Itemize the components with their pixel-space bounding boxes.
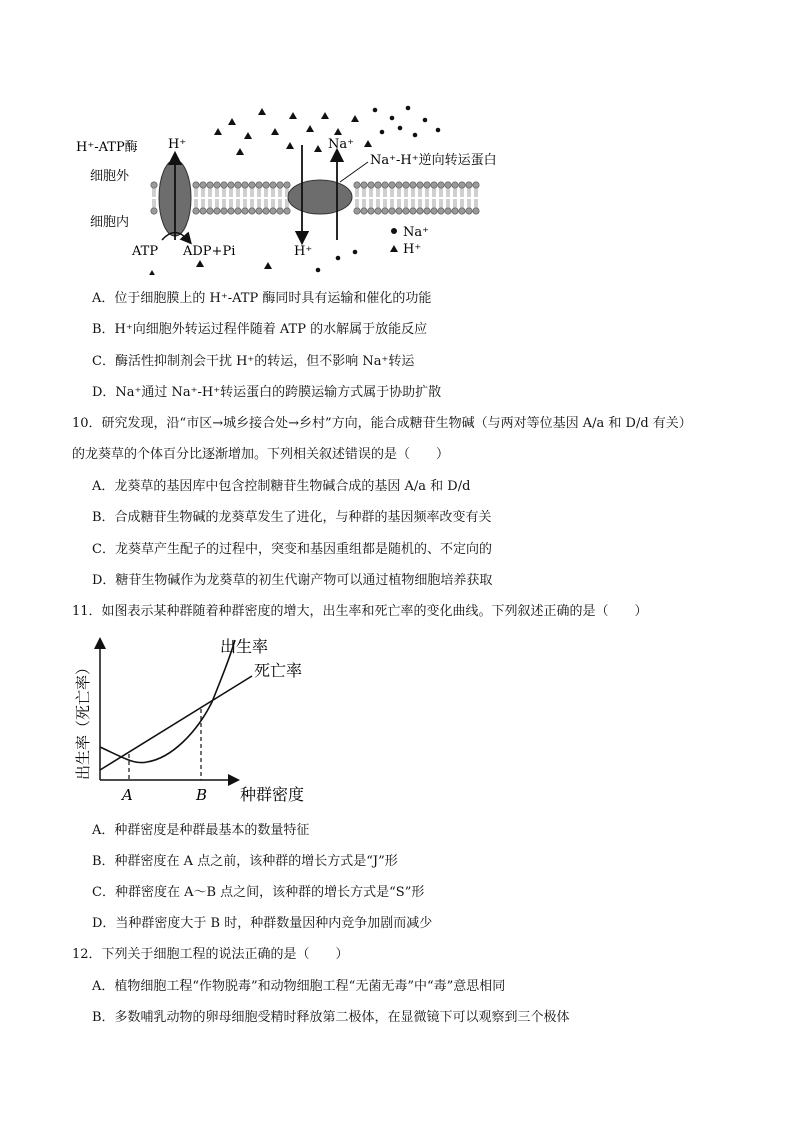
q10-option-c: C．龙葵草产生配子的过程中，突变和基因重组都是随机的、不定向的: [92, 542, 492, 557]
phospholipid-head: [445, 208, 451, 214]
phospholipid-head: [389, 182, 395, 188]
phospholipid-head: [445, 182, 451, 188]
phospholipid-head: [375, 208, 381, 214]
label-h-atpase: H⁺-ATP酶: [76, 140, 138, 155]
intracellular-ions: [148, 250, 357, 275]
phospholipid-head: [396, 208, 402, 214]
phospholipid-head: [207, 208, 213, 214]
phospholipid-head: [214, 182, 220, 188]
q12-option-b: B．多数哺乳动物的卵母细胞受精时释放第二极体，在显微镜下可以观察到三个极体: [92, 1010, 570, 1025]
chart-label-death-rate: 死亡率: [254, 661, 303, 680]
phospholipid-head: [242, 182, 248, 188]
label-outside: 细胞外: [90, 169, 130, 184]
ion-legend: [390, 225, 429, 257]
phospholipid-head: [235, 182, 241, 188]
q9-option-c: C．酶活性抑制剂会干扰 H⁺的转运，但不影响 Na⁺转运: [92, 354, 415, 369]
phospholipid-head: [459, 182, 465, 188]
phospholipid-head: [277, 182, 283, 188]
phospholipid-head: [284, 182, 290, 188]
phospholipid-head: [263, 182, 269, 188]
q11-option-a: A．种群密度是种群最基本的数量特征: [92, 823, 310, 838]
phospholipid-head: [403, 182, 409, 188]
q11-option-c: C．种群密度在 A～B 点之间，该种群的增长方式是“S”形: [92, 885, 425, 900]
phospholipid-head: [389, 208, 395, 214]
phospholipid-head: [368, 182, 374, 188]
q12-stem: 12．下列关于细胞工程的说法正确的是（ ）: [72, 947, 349, 962]
phospholipid-head: [193, 182, 199, 188]
q10-option-d: D．糖苷生物碱作为龙葵草的初生代谢产物可以通过植物细胞培养获取: [92, 573, 493, 588]
label-adp-pi: ADP+Pi: [183, 244, 236, 259]
chart-series-death-rate: [100, 676, 252, 770]
q12-option-a: A．植物细胞工程“作物脱毒”和动物细胞工程“无菌无毒”中“毒”意思相同: [92, 979, 506, 994]
legend-na-label: Na⁺: [403, 225, 429, 240]
phospholipid-head: [382, 208, 388, 214]
phospholipid-head: [452, 208, 458, 214]
q11-option-d: D．当种群密度大于 B 时，种群数量因种内竞争加剧而减少: [92, 916, 433, 931]
phospholipid-head: [228, 208, 234, 214]
phospholipid-head: [235, 208, 241, 214]
phospholipid-head: [270, 208, 276, 214]
q10-stem-line1: 10．研究发现，沿“市区→城乡接合处→乡村”方向，能合成糖苷生物碱（与两对等位基因 A/a 和 D/d 有关）: [72, 416, 692, 431]
phospholipid-head: [431, 182, 437, 188]
membrane-transport-diagram: [70, 100, 540, 275]
phospholipid-head: [221, 182, 227, 188]
phospholipid-head: [403, 208, 409, 214]
phospholipid-head: [473, 208, 479, 214]
phospholipid-head: [256, 182, 262, 188]
q10-stem-line2: 的龙葵草的个体百分比逐渐增加。下列相关叙述错误的是（ ）: [72, 447, 450, 462]
phospholipid-head: [151, 208, 157, 214]
label-h-top: H⁺: [168, 137, 187, 152]
phospholipid-head: [193, 208, 199, 214]
phospholipid-head: [354, 182, 360, 188]
chart-tick-b: B: [196, 786, 208, 804]
birth-death-rate-chart: [72, 632, 332, 812]
chart-xlabel: 种群密度: [240, 785, 305, 804]
phospholipid-head: [396, 182, 402, 188]
legend-h-label: H⁺: [403, 242, 422, 257]
label-na-top: Na⁺: [328, 137, 354, 152]
phospholipid-head: [228, 182, 234, 188]
extracellular-na-ions: [373, 106, 441, 138]
phospholipid-head: [410, 208, 416, 214]
phospholipid-head: [284, 208, 290, 214]
phospholipid-head: [417, 182, 423, 188]
label-atp: ATP: [132, 244, 159, 259]
phospholipid-head: [438, 208, 444, 214]
phospholipid-head: [151, 182, 157, 188]
phospholipid-head: [249, 182, 255, 188]
label-h-bottom: H⁺: [294, 244, 313, 259]
phospholipid-head: [200, 182, 206, 188]
label-antiporter: Na⁺-H⁺逆向转运蛋白: [370, 153, 497, 168]
q11-option-b: B．种群密度在 A 点之前，该种群的增长方式是“J”形: [92, 854, 398, 869]
phospholipid-head: [200, 208, 206, 214]
phospholipid-head: [207, 182, 213, 188]
phospholipid-head: [277, 208, 283, 214]
chart-label-birth-rate: 出生率: [220, 637, 269, 656]
phospholipid-head: [438, 182, 444, 188]
label-inside: 细胞内: [90, 215, 130, 230]
phospholipid-head: [466, 182, 472, 188]
phospholipid-head: [452, 182, 458, 188]
phospholipid-head: [459, 208, 465, 214]
phospholipid-head: [368, 208, 374, 214]
phospholipid-head: [361, 182, 367, 188]
q9-option-b: B．H⁺向细胞外转运过程伴随着 ATP 的水解属于放能反应: [92, 322, 428, 337]
phospholipid-head: [417, 208, 423, 214]
chart-series-birth-rate: [100, 640, 235, 763]
phospholipid-head: [424, 208, 430, 214]
chart-ylabel: 出生率（死亡率）: [74, 659, 92, 780]
phospholipid-head: [424, 182, 430, 188]
phospholipid-head: [431, 208, 437, 214]
chart-tick-a: A: [122, 786, 133, 804]
q10-option-b: B．合成糖苷生物碱的龙葵草发生了进化，与种群的基因频率改变有关: [92, 510, 492, 525]
phospholipid-head: [221, 208, 227, 214]
q11-stem: 11．如图表示某种群随着种群密度的增大，出生率和死亡率的变化曲线。下列叙述正确的是（ ）: [72, 604, 648, 619]
phospholipid-head: [256, 208, 262, 214]
phospholipid-head: [354, 208, 360, 214]
phospholipid-head: [473, 182, 479, 188]
phospholipid-head: [361, 208, 367, 214]
phospholipid-head: [242, 208, 248, 214]
phospholipid-head: [270, 182, 276, 188]
antiporter-leader-line: [340, 162, 368, 182]
phospholipid-head: [466, 208, 472, 214]
phospholipid-head: [382, 182, 388, 188]
phospholipid-head: [214, 208, 220, 214]
phospholipid-head: [263, 208, 269, 214]
phospholipid-head: [375, 182, 381, 188]
phospholipid-head: [249, 208, 255, 214]
q9-option-d: D．Na⁺通过 Na⁺-H⁺转运蛋白的跨膜运输方式属于协助扩散: [92, 385, 442, 400]
q10-option-a: A．龙葵草的基因库中包含控制糖苷生物碱合成的基因 A/a 和 D/d: [92, 479, 471, 494]
phospholipid-head: [410, 182, 416, 188]
q9-option-a: A．位于细胞膜上的 H⁺-ATP 酶同时具有运输和催化的功能: [92, 291, 432, 306]
na-h-antiporter-protein: [288, 180, 352, 214]
